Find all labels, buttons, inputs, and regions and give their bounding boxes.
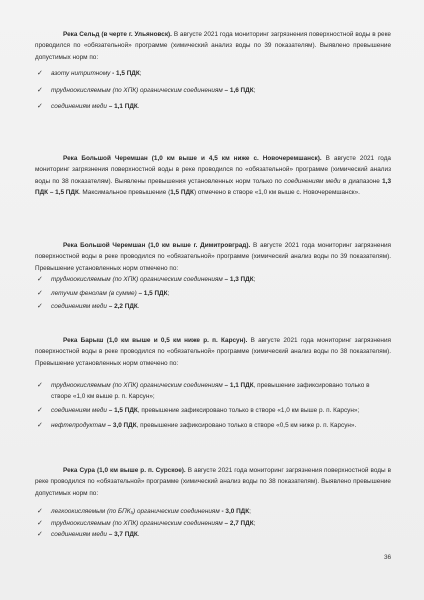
list-item — [35, 381, 391, 402]
paragraph-text: В августе 2021 года мониторинг загрязнения поверхностной воды в реке проводился по «обязательной» программе (химический анализ воды по 38 показателям). Превышение установленных норм отмечено по: — [35, 337, 391, 367]
river-title: Река Барыш (1,0 км выше и 0,5 км ниже р. п. Карсун). — [63, 337, 248, 344]
item-rest: , превышение зафиксировано только в створе «0,5 км ниже р. п. Карсун». — [136, 422, 357, 429]
item-value: – 1,3 ПДК — [222, 276, 254, 284]
check-icon: ✓ — [37, 531, 43, 539]
item-name: соединениям меди — [51, 407, 107, 415]
item-value: – 1,6 ПДК — [222, 86, 254, 94]
check-icon: ✓ — [37, 86, 43, 94]
river-title: Река Большой Черемшан (1,0 км выше и 4,5 км ниже с. Новочеремшанск). — [63, 155, 322, 162]
item-value: – 2,2 ПДК — [106, 303, 138, 311]
item-name: трудноокисляемым (по ХПК) органическим соединениям — [51, 86, 223, 94]
paragraph-text: В августе 2021 года мониторинг загрязнения поверхностной воды в реке проводился по «обязательной» программе (химический анализ воды по 39 показателям). Выявлено превышение допустимых норм по: — [35, 31, 391, 61]
list-item — [35, 86, 391, 97]
section-paragraph — [35, 153, 391, 199]
item-value: – 2,7 ПДК — [222, 519, 254, 527]
exceedance-list — [35, 275, 391, 313]
item-name: легкоокисляемым (по БПК₅) органическим соединениям — [51, 508, 220, 516]
item-name: соединениям меди — [51, 531, 107, 539]
paragraph-text: в диапазоне — [340, 177, 383, 185]
item-value: – 3,7 ПДК — [106, 531, 138, 539]
item-name: нефтепродуктам — [51, 422, 106, 429]
river-title: Река Сура (1,0 км выше р. п. Сурское). — [63, 467, 186, 474]
paragraph-bold: 1,3 ПДК – 1,5 ПДК — [35, 177, 392, 197]
list-item — [35, 102, 391, 113]
section-paragraph — [35, 29, 391, 63]
paragraph-text: В августе 2021 года мониторинг загрязнения поверхностной воды в реке проводился по «обязательной» программе (химический анализ воды по 38 показателям). Выявлено превышение допустимых норм по: — [35, 467, 391, 497]
item-rest: , превышение зафиксировано только в створе «1,0 км выше р. п. Карсун»; — [51, 382, 370, 400]
item-name: соединениям меди — [51, 303, 107, 311]
item-end: ; — [167, 289, 170, 297]
check-icon: ✓ — [37, 382, 43, 390]
section-bolshoy-cheremshan-novocheremshansk — [35, 153, 391, 199]
exceedance-list — [35, 381, 391, 431]
list-item — [35, 302, 391, 313]
paragraph-text: . Максимальное превышение ( — [78, 189, 171, 197]
list-item — [35, 530, 391, 541]
item-name: азоту нитритному — [51, 70, 111, 78]
check-icon: ✓ — [37, 70, 43, 78]
check-icon: ✓ — [37, 276, 43, 284]
item-end: ; — [249, 508, 251, 516]
item-end: ; — [253, 86, 256, 94]
section-paragraph — [35, 335, 391, 369]
section-seld — [35, 29, 391, 113]
section-sura — [35, 465, 391, 541]
item-end: ; — [253, 519, 256, 527]
item-end: . — [137, 531, 140, 539]
item-name: соединениям меди — [51, 103, 107, 111]
river-title: Река Большой Черемшан (1,0 км выше г. Димитровград). — [63, 242, 251, 249]
river-title: Река Сельд (в черте г. Ульяновск). — [63, 31, 172, 38]
item-value: – 1,5 ПДК — [106, 407, 138, 415]
paragraph-text: В августе 2021 года мониторинг загрязнения поверхностной воды в реке проводился по «обязательной» программе (химический анализ воды по 38 показателям). Выявлены превышения установленных норм только по — [35, 155, 391, 185]
item-name: летучим фенолам (в сумме) — [51, 289, 137, 297]
paragraph-text: ) отмечено в створе «1,0 км выше с. Новочеремшанск». — [193, 189, 360, 197]
exceedance-list — [35, 507, 391, 541]
item-value: - 3,0 ПДК — [219, 508, 250, 516]
check-icon: ✓ — [37, 289, 43, 297]
item-value: – 3,0 ПДК — [105, 422, 137, 429]
item-value: – 1,1 ПДК — [222, 382, 254, 390]
exceedance-list — [35, 69, 391, 113]
list-item — [35, 421, 391, 432]
item-end: . — [137, 303, 140, 311]
section-bolshoy-cheremshan-dimitrovgrad — [35, 240, 391, 313]
check-icon: ✓ — [37, 103, 43, 111]
item-value: – 1,1 ПДК — [106, 103, 138, 111]
item-end: ; — [139, 70, 142, 78]
item-name: трудноокисляемым (по ХПК) органическим соединениям — [51, 382, 223, 390]
item-value: - 1,5 ПДК — [110, 70, 140, 78]
list-item — [35, 275, 391, 286]
check-icon: ✓ — [37, 407, 43, 415]
list-item — [35, 289, 391, 300]
list-item — [35, 507, 391, 518]
check-icon: ✓ — [37, 303, 43, 311]
item-value: – 1,5 ПДК — [136, 289, 168, 297]
paragraph-text: В августе 2021 года мониторинг загрязнения поверхностной воды в реке проводился по «обязательной» программе (химический анализ воды по 39 показателям). Превышение установленных норм отмечено по: — [35, 242, 391, 272]
page-number: 36 — [384, 554, 392, 561]
section-paragraph — [35, 465, 391, 499]
paragraph-bold: 1,5 ПДК — [170, 189, 194, 197]
check-icon: ✓ — [37, 422, 43, 429]
section-barysh — [35, 335, 391, 432]
item-end: . — [137, 103, 140, 111]
list-item — [35, 519, 391, 530]
list-item — [35, 406, 391, 417]
check-icon: ✓ — [37, 508, 43, 516]
section-paragraph — [35, 240, 391, 274]
check-icon: ✓ — [37, 519, 43, 527]
item-end: ; — [253, 276, 256, 284]
item-name: трудноокисляемым (по ХПК) органическим соединениям — [51, 276, 223, 284]
paragraph-italic: соединениям меди — [284, 177, 341, 185]
item-rest: , превышение зафиксировано только в створе «1,0 км выше р. п. Карсун»; — [137, 407, 360, 415]
item-name: трудноокисляемым (по ХПК) органическим соединениям — [51, 519, 223, 527]
list-item — [35, 69, 391, 80]
